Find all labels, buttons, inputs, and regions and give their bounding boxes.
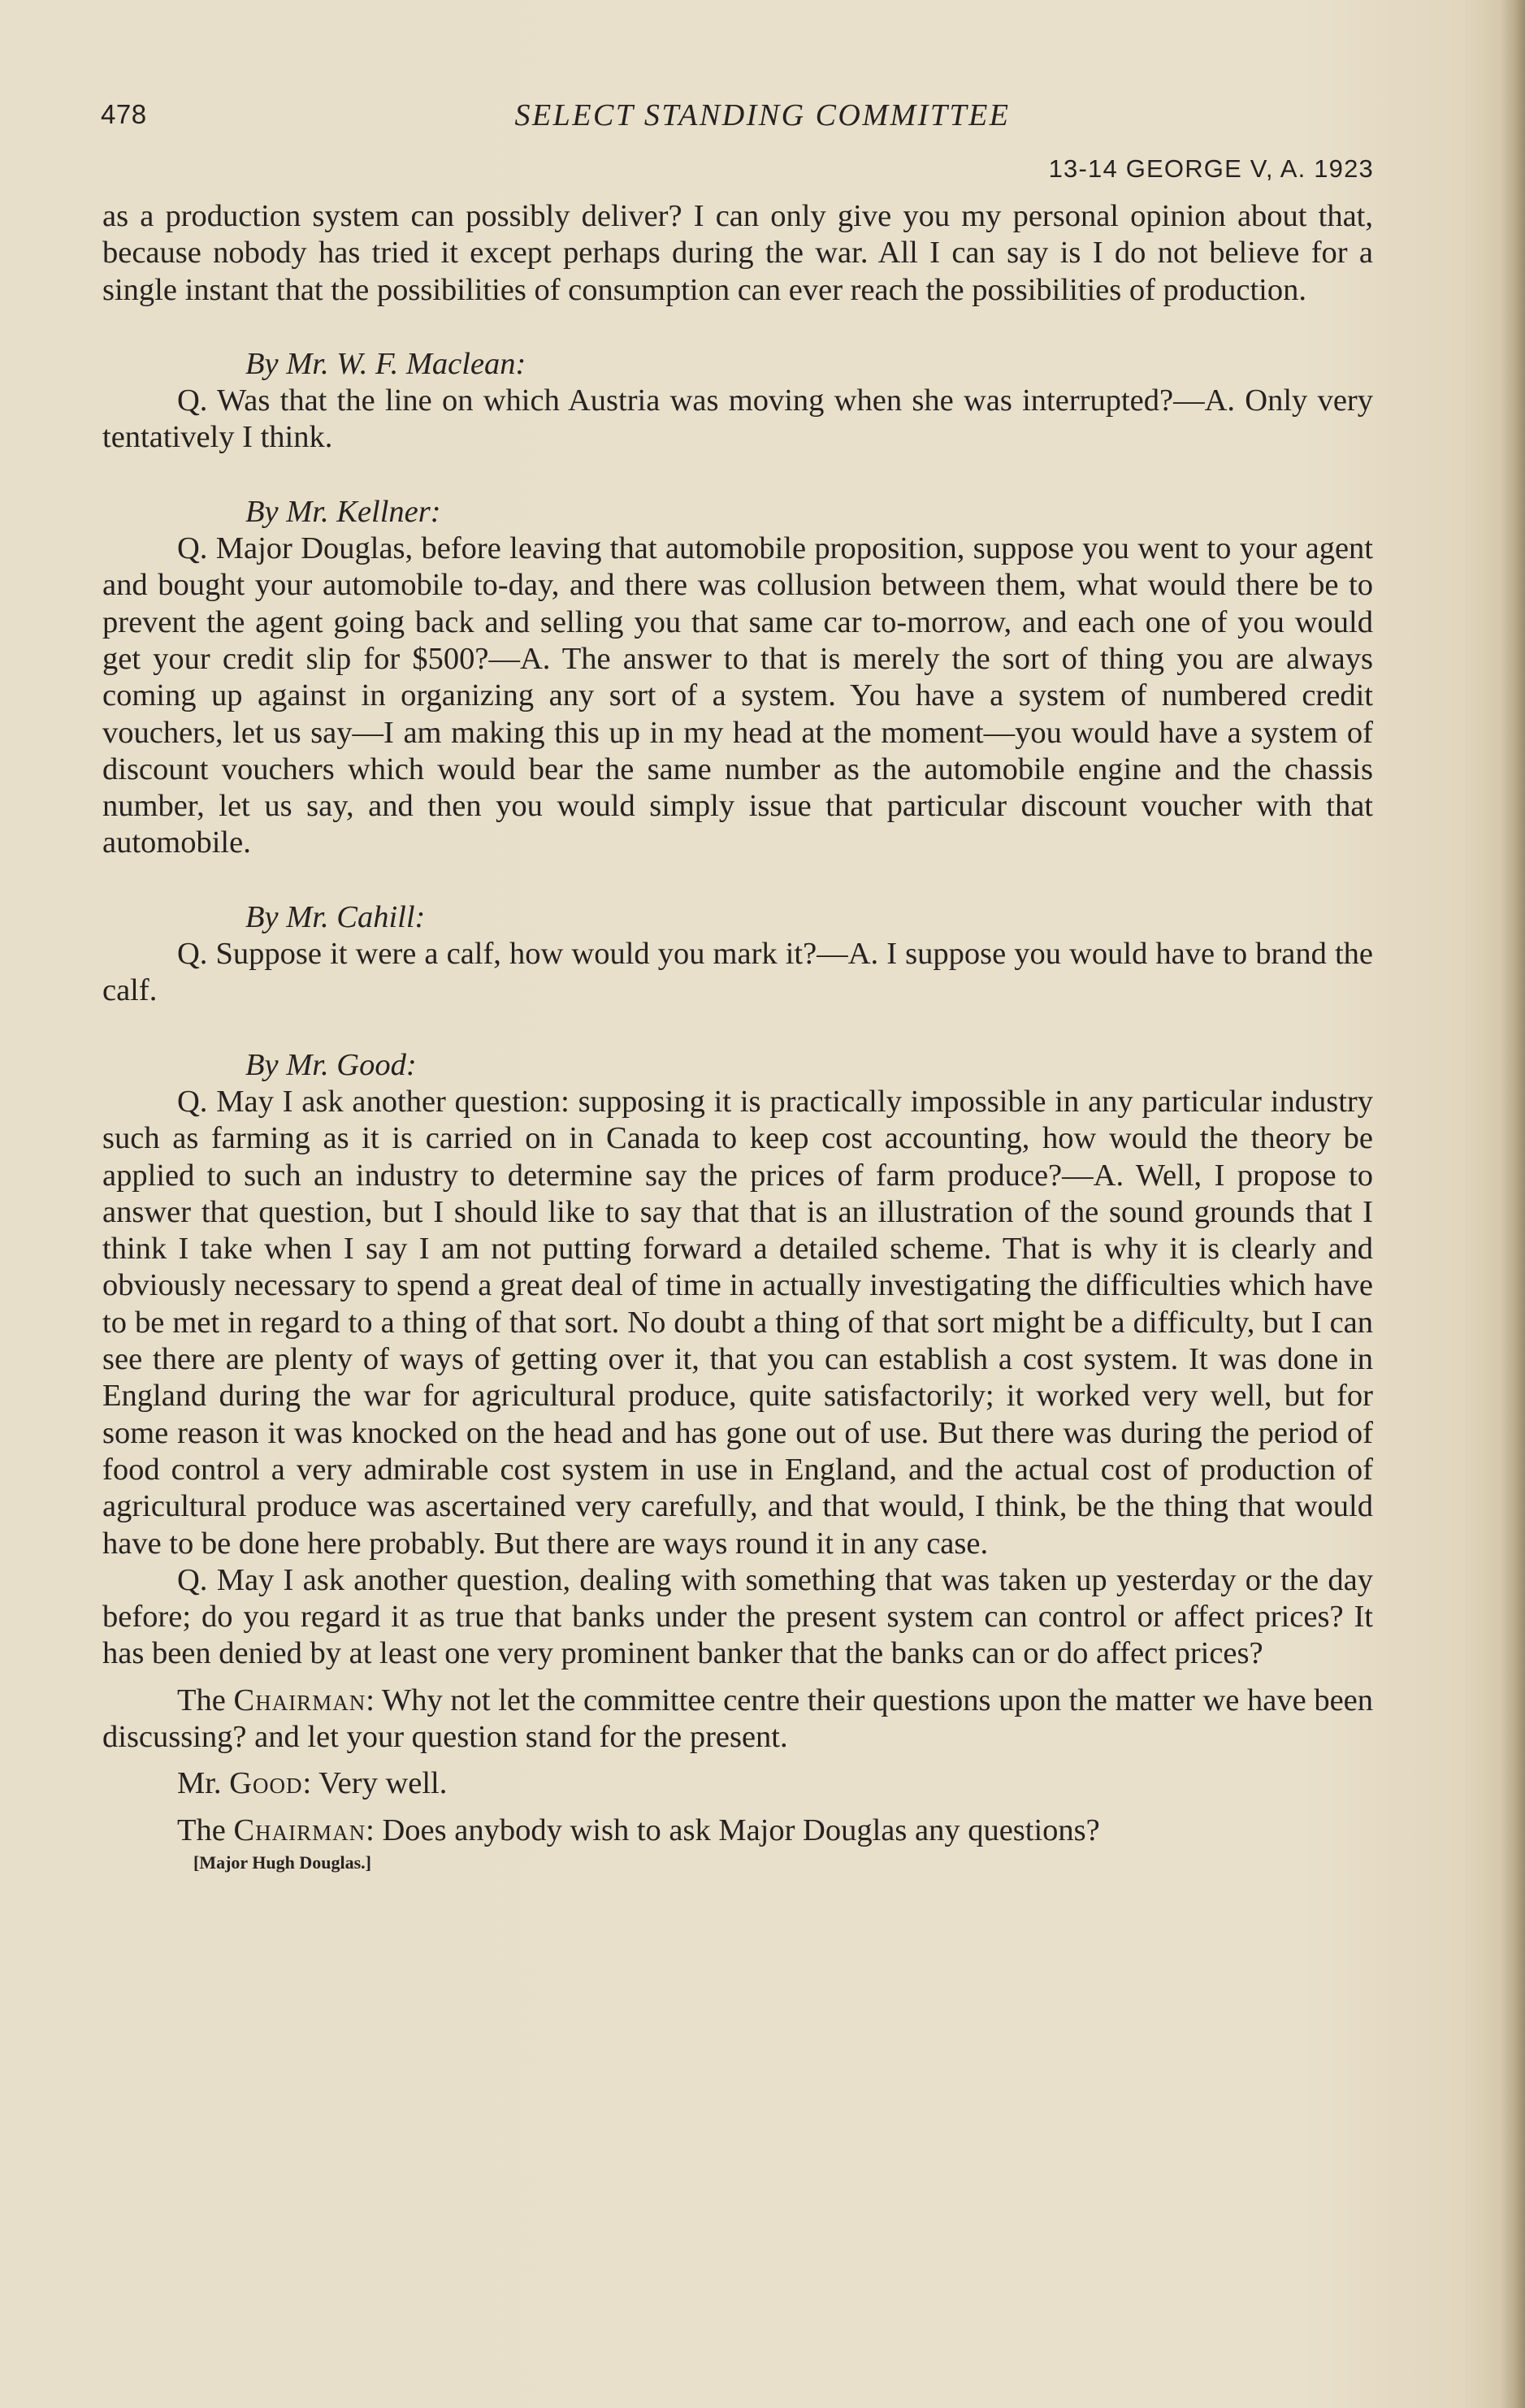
paragraph: as a production system can possibly deliver? I can only give you my personal opinion about that, because nobody has tried it except perhaps during the war. All I can say is I do not believe for a single instant that the possibilities of consumption can ever reach the possibilities of production. <box>102 199 1373 307</box>
byline: By Mr. Cahill: <box>245 899 426 934</box>
body-text <box>102 198 1373 1873</box>
question-paragraph: Q. Major Douglas, before leaving that automobile proposition, suppose you went to your agent and bought your automobile to-day, and there was collusion between them, what would there be to prevent the agent going back and selling you that same car to-morrow, and each one of you would get your credit slip for $500?—A. The answer to that is merely the sort of thing you are always coming up against in organizing any sort of a system. You have a system of numbered credit vouchers, let us say—I am making this up in my head at the moment—you would have a system of discount vouchers which would bear the same number as the automobile engine and the chassis number, let us say, and then you would simply issue that particular discount voucher with that automobile. <box>102 531 1373 860</box>
byline: By Mr. W. F. Maclean: <box>245 346 526 381</box>
speaker-text: Why not let the committee centre their questions upon the matter we have been discussing? and let your question stand for the present. <box>102 1683 1373 1754</box>
speaker-text: Does anybody wish to ask Major Douglas any questions? <box>382 1812 1100 1847</box>
question-paragraph: Q. Was that the line on which Austria was moving when she was interrupted?—A. Only very tentatively I think. <box>102 383 1373 455</box>
question-paragraph: Q. May I ask another question, dealing with something that was taken up yesterday or the day before; do you regard it as true that banks under the present system can control or affect prices? It has been denied by at least one very prominent banker that the banks can or do affect prices? <box>102 1562 1373 1671</box>
footer-note: [Major Hugh Douglas.] <box>193 1851 371 1873</box>
page-number: 478 <box>101 99 147 129</box>
speaker-name: Good <box>229 1766 303 1801</box>
byline: By Mr. Good: <box>245 1047 417 1082</box>
byline: By Mr. Kellner: <box>245 494 441 529</box>
speaker-name: Chairman <box>233 1812 366 1847</box>
speaker-paragraph: The Chairman: Does anybody wish to ask Major Douglas any questions? <box>177 1812 1100 1847</box>
speaker-paragraph: The Chairman: Why not let the committee centre their questions upon the matter we have been discussing? and let your question stand for the present. <box>102 1683 1373 1754</box>
question-paragraph: Q. May I ask another question: supposing it is practically impossible in any particular industry such as farming as it is carried on in Canada to keep cost accounting, how would the theory be applied to such an industry to determine say the prices of farm produce?—A. Well, I propose to answer that question, but I should like to say that that is an illustration of the sound grounds that I think I take when I say I am not putting forward a detailed scheme. That is why it is clearly and obviously necessary to spend a great deal of time in actually investigating the difficulties which have to be met in regard to a thing of that sort. No doubt a thing of that sort might be a difficulty, but I can see there are plenty of ways of getting over it, that you can establish a cost system. It was done in England during the war for agricultural produce, quite satisfactorily; it worked very well, but for some reason it was knocked on the head and has gone out of use. But there was during the period of food control a very admirable cost system in use in England, and the actual cost of production of agricultural produce was ascertained very carefully, and that would, I think, be the thing that would have to be done here probably. But there are ways round it in any case. <box>102 1084 1373 1561</box>
running-head: SELECT STANDING COMMITTEE <box>514 98 1011 132</box>
speaker-name: Chairman <box>233 1683 366 1717</box>
page-edge-shadow <box>1501 0 1525 2408</box>
session-line: 13-14 GEORGE V, A. 1923 <box>1048 154 1374 183</box>
speaker-paragraph: Mr. Good: Very well. <box>177 1766 448 1801</box>
question-paragraph: Q. Suppose it were a calf, how would you mark it?—A. I suppose you would have to brand the calf. <box>102 937 1373 1008</box>
speaker-text: Very well. <box>318 1766 448 1801</box>
